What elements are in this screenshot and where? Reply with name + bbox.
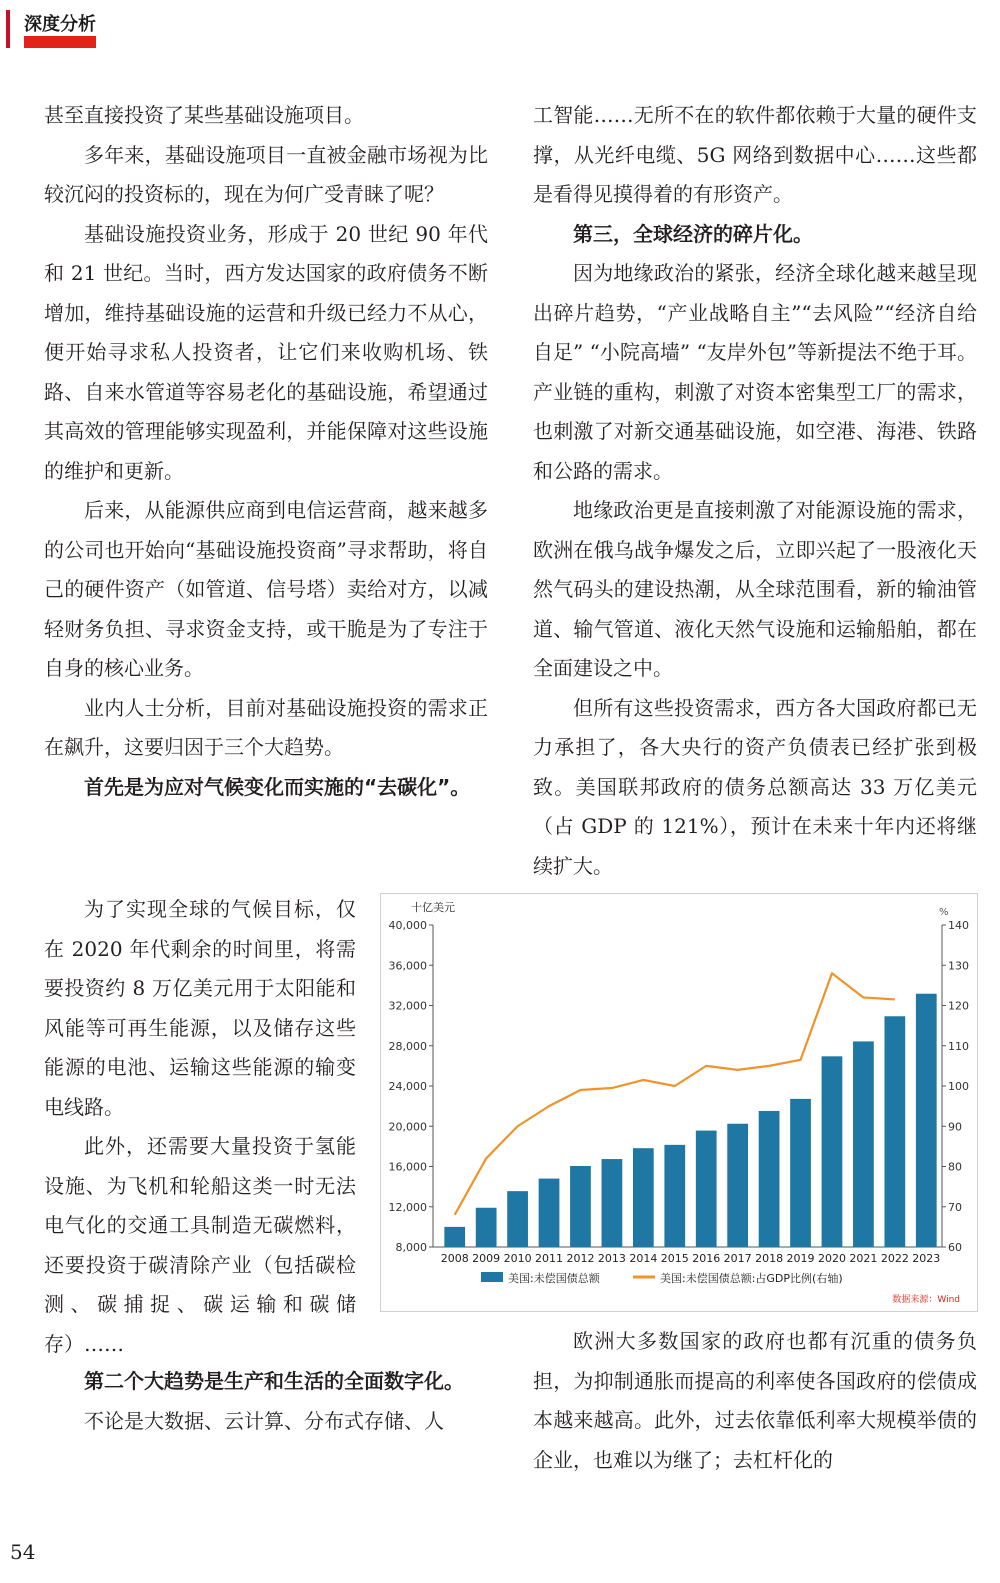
bar-2011 (539, 1179, 560, 1247)
left-tick-label: 24,000 (388, 1080, 427, 1093)
x-tick-label: 2014 (629, 1252, 658, 1265)
x-tick-label: 2015 (660, 1252, 689, 1265)
x-tick-label: 2016 (692, 1252, 721, 1265)
legend-label-line: 美国:未偿国债总额:占GDP比例(右轴) (660, 1272, 843, 1285)
paragraph: 因为地缘政治的紧张，经济全球化越来越呈现出碎片趋势，“产业战略自主”“去风险”“经济自给自足” “小院高墙” “友岸外包”等新提法不绝于耳。产业链的重构，刺激了对资本密集型工厂的需求，也刺激了对新交通基础设施，如空港、海港、铁路和公路的需求。 (533, 261, 977, 483)
right-column-top (533, 96, 977, 886)
paragraph: 不论是大数据、云计算、分布式存储、人 (84, 1408, 444, 1433)
left-axis-unit: 十亿美元 (411, 901, 455, 914)
left-tick-label: 8,000 (395, 1241, 427, 1254)
x-tick-label: 2018 (755, 1252, 784, 1265)
right-axis-unit: % (939, 907, 949, 918)
bar-2017 (727, 1124, 748, 1247)
paragraph: 甚至直接投资了某些基础设施项目。 (44, 103, 364, 127)
x-tick-label: 2020 (817, 1252, 846, 1265)
bar-2008 (444, 1227, 465, 1247)
paragraph: 地缘政治更是直接刺激了对能源设施的需求，欧洲在俄乌战争爆发之后，立即兴起了一股液化天然气码头的建设热潮，从全球范围看，新的输油管道、输气管道、液化天然气设施和运输船舶，都在全面建设之中。 (533, 498, 977, 680)
x-tick-label: 2013 (597, 1252, 626, 1265)
left-column-middle (44, 890, 356, 1364)
left-tick-label: 36,000 (388, 959, 427, 973)
left-tick-label: 32,000 (388, 999, 427, 1013)
right-column-bottom (533, 1322, 977, 1480)
legend-label-bar: 美国:未偿国债总额 (508, 1272, 600, 1285)
left-column-top (44, 96, 488, 807)
paragraph: 欧洲大多数国家的政府也都有沉重的债务负担，为抑制通胀而提高的利率使各国政府的偿债成本越来越高。此外，过去依靠低利率大规模举债的企业，也难以为继了；去杠杆化的 (533, 1329, 977, 1472)
bar-2019 (790, 1099, 811, 1247)
right-tick-label: 110 (948, 1039, 969, 1053)
left-tick-label: 16,000 (388, 1160, 427, 1174)
left-tick-label: 20,000 (388, 1120, 427, 1134)
bar-2015 (664, 1145, 685, 1247)
subheading-decarbonization: 首先是为应对气候变化而实施的“去碳化”。 (84, 774, 471, 799)
paragraph: 多年来，基础设施项目一直被金融市场视为比较沉闷的投资标的，现在为何广受青睐了呢？ (44, 142, 488, 206)
x-tick-label: 2023 (912, 1252, 941, 1265)
paragraph: 业内人士分析，目前对基础设施投资的需求正在飙升，这要归因于三个大趋势。 (44, 695, 488, 759)
right-tick-label: 140 (948, 919, 969, 932)
bar-2013 (602, 1159, 623, 1247)
paragraph: 此外，还需要大量投资于氢能设施、为飞机和轮船这类一时无法电气化的交通工具制造无碳燃料，还要投资于碳清除产业（包括碳检测、碳捕捉、碳运输和碳储存）…… (44, 1134, 356, 1356)
bar-2023 (916, 994, 937, 1247)
bar-2016 (696, 1131, 717, 1247)
paragraph: 为了实现全球的气候目标，仅在 2020 年代剩余的时间里，将需要投资约 8 万亿美元用于太阳能和风能等可再生能源，以及储存这些能源的电池、运输这些能源的输变电线路。 (44, 897, 356, 1119)
subheading-fragmentation: 第三，全球经济的碎片化。 (573, 221, 813, 246)
right-tick-label: 80 (948, 1160, 962, 1174)
right-tick-label: 70 (948, 1200, 962, 1214)
paragraph: 工智能……无所不在的软件都依赖于大量的硬件支撑，从光纤电缆、5G 网络到数据中心……这些都是看得见摸得着的有形资产。 (533, 103, 977, 206)
x-tick-label: 2010 (503, 1252, 532, 1265)
bar-2014 (633, 1148, 654, 1247)
right-tick-label: 90 (948, 1120, 962, 1134)
x-tick-label: 2008 (440, 1252, 469, 1265)
x-tick-label: 2017 (723, 1252, 752, 1265)
left-tick-label: 40,000 (388, 919, 427, 932)
header-accent-bar (6, 10, 10, 48)
x-tick-label: 2022 (880, 1252, 909, 1265)
bar-2018 (759, 1111, 780, 1247)
x-tick-label: 2012 (566, 1252, 595, 1265)
page-number: 54 (10, 1540, 36, 1564)
right-tick-label: 120 (948, 999, 969, 1013)
bar-2022 (884, 1016, 905, 1247)
left-column-bottom (44, 1362, 488, 1441)
section-title: 深度分析 (24, 14, 96, 35)
x-tick-label: 2021 (849, 1252, 878, 1265)
us-debt-chart (380, 893, 978, 1312)
header-red-underline (24, 36, 96, 48)
paragraph: 但所有这些投资需求，西方各大国政府都已无力承担了，各大央行的资产负债表已经扩张到极致。美国联邦政府的债务总额高达 33 万亿美元（占 GDP 的 121%），预计在未来十年内还将继续扩大。 (533, 695, 977, 878)
left-tick-label: 28,000 (388, 1039, 427, 1053)
x-tick-label: 2009 (472, 1252, 501, 1265)
subheading-digitalization: 第二个大趋势是生产和生活的全面数字化。 (84, 1369, 464, 1393)
paragraph: 后来，从能源供应商到电信运营商，越来越多的公司也开始向“基础设施投资商”寻求帮助，将自己的硬件资产（如管道、信号塔）卖给对方，以减轻财务负担、寻求资金支持，或干脆是为了专注于自身的核心业务。 (44, 498, 488, 680)
right-tick-label: 130 (948, 959, 969, 973)
x-tick-label: 2011 (535, 1252, 564, 1265)
left-tick-label: 12,000 (388, 1200, 427, 1214)
bar-2021 (853, 1041, 874, 1247)
legend-swatch-bar (481, 1272, 503, 1282)
right-tick-label: 60 (948, 1241, 962, 1254)
chart-canvas (381, 894, 977, 1311)
paragraph: 基础设施投资业务，形成于 20 世纪 90 年代和 21 世纪。当时，西方发达国家的政府债务不断增加，维持基础设施的运营和升级已经力不从心，便开始寻求私人投资者，让它们来收购机场、铁路、自来水管道等容易老化的基础设施，希望通过其高效的管理能够实现盈利，并能保障对这些设施的维护和更新。 (44, 221, 488, 483)
right-tick-label: 100 (948, 1080, 969, 1093)
bar-2009 (476, 1208, 497, 1247)
bar-2010 (507, 1191, 528, 1247)
bar-2020 (822, 1056, 843, 1247)
bar-2012 (570, 1166, 591, 1247)
chart-source: 数据来源：Wind (892, 1295, 960, 1305)
x-tick-label: 2019 (786, 1252, 815, 1265)
